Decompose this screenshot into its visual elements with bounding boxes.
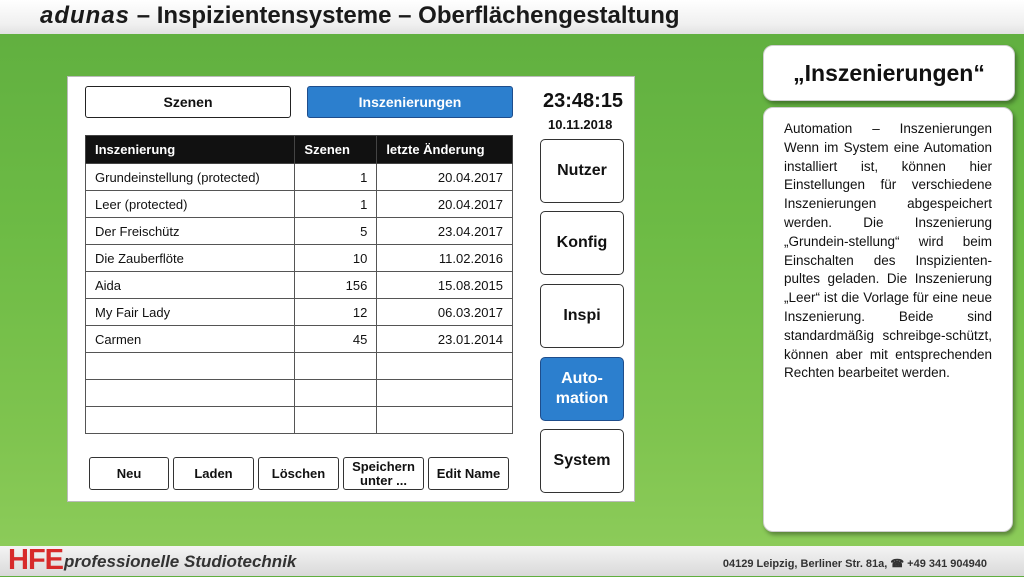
description-text: Automation – Inszenierungen Wenn im System eine Automation installiert ist, können hier Einstellungen für verschiedene Inszenierungen abgespeichert werden. Die Inszenierung „Grundein-stellung“ wird beim Einschalten des Inspizienten-pultes geladen. Die Inszenierung „Leer“ ist die Vorlage für eine neue Inszenierung. Beide sind standardmäßig schreibge-schützt, können aber mit entsprechenden Rechten bearbeitet werden. [784,121,992,381]
column-header-szenen[interactable]: Szenen [295,136,377,164]
cell-szenen: 5 [295,218,377,245]
footer-tagline: professionelle Studiotechnik [64,552,297,571]
column-header-letzte-aenderung[interactable]: letzte Änderung [377,136,513,164]
date: 10.11.2018 [548,117,613,132]
konfig-button[interactable]: Konfig [540,211,624,275]
cell-date: 23.01.2014 [377,326,513,353]
loeschen-button[interactable]: Löschen [258,457,339,490]
cell-szenen [295,380,377,407]
panel-title: „Inszenierungen“ [763,45,1015,101]
tab-inszenierungen[interactable]: Inszenierungen [307,86,513,118]
cell-szenen: 1 [295,164,377,191]
tab-szenen[interactable]: Szenen [85,86,291,118]
table-row[interactable] [86,245,513,272]
laden-button[interactable]: Laden [173,457,254,490]
cell-name: My Fair Lady [86,299,295,326]
cell-name: Aida [86,272,295,299]
inspi-button[interactable]: Inspi [540,284,624,348]
cell-name: Leer (protected) [86,191,295,218]
table-row-empty[interactable] [86,353,513,380]
speichern-unter-button[interactable]: Speichern unter ... [343,457,424,490]
inszenierungen-table [85,135,513,434]
cell-name: Grundeinstellung (protected) [86,164,295,191]
brand-name: adunas [40,2,131,29]
cell-date: 15.08.2015 [377,272,513,299]
footer-address: 04129 Leipzig, Berliner Str. 81a, ☎ +49 341 904940 [722,558,987,570]
cell-name: Carmen [86,326,295,353]
table-row[interactable] [86,326,513,353]
automation-button[interactable]: Auto- mation [540,357,624,421]
nutzer-button[interactable]: Nutzer [540,139,624,203]
cell-date [377,407,513,434]
cell-date: 11.02.2016 [377,245,513,272]
cell-date: 20.04.2017 [377,191,513,218]
cell-name: Der Freischütz [86,218,295,245]
cell-name [86,407,295,434]
table-row[interactable] [86,164,513,191]
cell-date: 20.04.2017 [377,164,513,191]
cell-szenen [295,407,377,434]
cell-name: Die Zauberflöte [86,245,295,272]
system-button[interactable]: System [540,429,624,493]
table-row[interactable] [86,218,513,245]
table-row[interactable] [86,299,513,326]
cell-szenen [295,353,377,380]
title-text: – Inspizientensysteme – Oberflächengestaltung [130,2,680,29]
edit-name-button[interactable]: Edit Name [428,457,509,490]
title-bar [0,0,1024,34]
cell-szenen: 12 [295,299,377,326]
table-row[interactable] [86,272,513,299]
cell-szenen: 45 [295,326,377,353]
table-header-row [86,136,513,164]
cell-szenen: 156 [295,272,377,299]
cell-name [86,380,295,407]
cell-date: 06.03.2017 [377,299,513,326]
hfe-logo: HFE [8,544,63,576]
clock: 23:48:15 [543,90,624,112]
cell-name [86,353,295,380]
table-row-empty[interactable] [86,407,513,434]
cell-szenen: 10 [295,245,377,272]
description-panel [763,107,1013,532]
cell-date: 23.04.2017 [377,218,513,245]
column-header-inszenierung[interactable]: Inszenierung [86,136,295,164]
cell-date [377,380,513,407]
footer [0,546,1024,576]
table-row[interactable] [86,191,513,218]
page-title [40,2,680,30]
neu-button[interactable]: Neu [89,457,169,490]
ui-screen [67,76,635,502]
cell-date [377,353,513,380]
table-row-empty[interactable] [86,380,513,407]
cell-szenen: 1 [295,191,377,218]
